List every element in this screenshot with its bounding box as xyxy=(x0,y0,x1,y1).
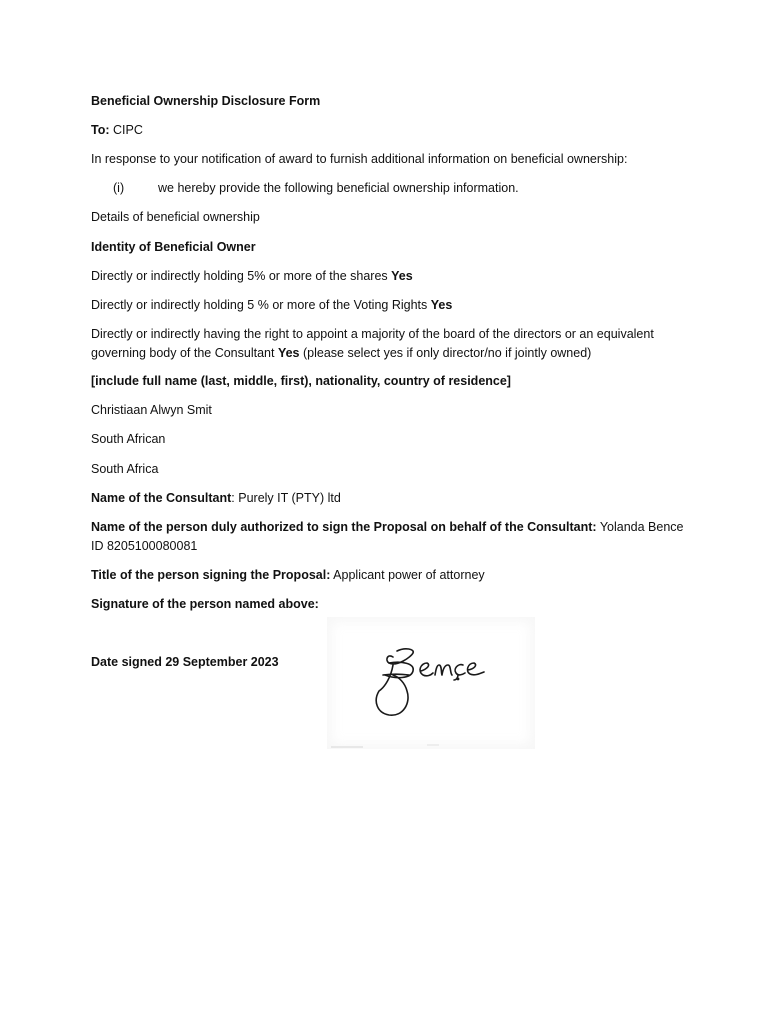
signer-line xyxy=(91,518,691,537)
handwritten-signature xyxy=(327,617,535,749)
shares-text: Directly or indirectly holding 5% or more of the shares xyxy=(91,269,388,283)
identity-heading: Identity of Beneficial Owner xyxy=(91,240,256,254)
item-text: we hereby provide the following beneficial ownership information. xyxy=(158,181,519,195)
to-label: To: xyxy=(91,123,110,137)
title-value: Applicant power of attorney xyxy=(333,568,485,582)
shares-answer: Yes xyxy=(391,269,413,283)
shares-line xyxy=(91,267,691,286)
consultant-label: Name of the Consultant xyxy=(91,491,232,505)
signer-label: Name of the person duly authorized to sign the Proposal on behalf of the Consultant: xyxy=(91,520,597,534)
voting-text: Directly or indirectly holding 5 % or more of the Voting Rights xyxy=(91,298,428,312)
owner-residence: South Africa xyxy=(91,462,159,476)
board-text-line1: Directly or indirectly having the right to appoint a majority of the board of the directors or an equivalent xyxy=(91,327,654,341)
board-text-line2: governing body of the Consultant xyxy=(91,346,275,360)
signature-image xyxy=(327,617,535,749)
signer-name: Yolanda Bence xyxy=(599,520,684,534)
signer-id: ID 8205100080081 xyxy=(91,539,198,553)
to-value: CIPC xyxy=(113,123,143,137)
title-line xyxy=(91,566,691,585)
signature-label: Signature of the person named above: xyxy=(91,597,319,611)
item-number: (i) xyxy=(113,181,125,195)
voting-answer: Yes xyxy=(430,298,453,312)
include-instruction: [include full name (last, middle, first), nationality, country of residence] xyxy=(91,374,511,388)
to-line xyxy=(91,121,691,140)
board-answer: Yes xyxy=(277,346,300,360)
owner-name: Christiaan Alwyn Smit xyxy=(91,403,212,417)
consultant-line xyxy=(91,489,691,508)
consultant-value: : Purely IT (PTY) ltd xyxy=(231,491,341,505)
details-heading: Details of beneficial ownership xyxy=(91,210,260,224)
title-label: Title of the person signing the Proposal: xyxy=(91,568,331,582)
board-note: (please select yes if only director/no if jointly owned) xyxy=(303,346,592,360)
voting-line xyxy=(91,296,691,315)
board-line2 xyxy=(91,344,691,363)
form-title: Beneficial Ownership Disclosure Form xyxy=(91,94,321,108)
date-signed: Date signed 29 September 2023 xyxy=(91,655,279,669)
owner-nationality: South African xyxy=(91,432,166,446)
intro-text: In response to your notification of award to furnish additional information on beneficial ownership: xyxy=(91,152,628,166)
